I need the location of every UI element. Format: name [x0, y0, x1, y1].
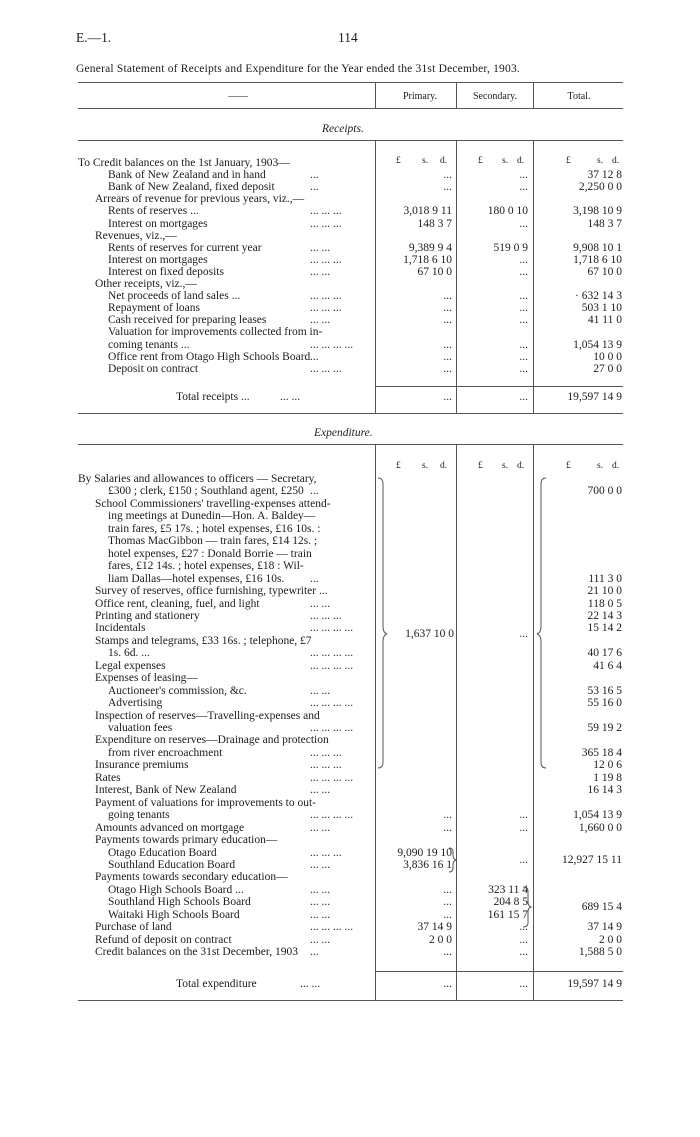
row-label: Otago Education Board: [108, 846, 217, 859]
row-label: School Commissioners' travelling-expenses attend-: [95, 497, 331, 510]
row-leader: ... ...: [310, 896, 331, 909]
row-total-amount: 55 16 0: [587, 697, 622, 710]
row-leader: ... ... ...: [310, 362, 342, 375]
row-label: from river encroachment: [108, 746, 223, 759]
row-primary-amount: ...: [443, 896, 452, 909]
row-total-amount: 16 14 3: [587, 784, 622, 797]
row-leader: ... ... ... ...: [310, 622, 354, 635]
row-label: Payments towards primary education—: [95, 834, 278, 847]
total-expenditure-primary: ...: [443, 978, 452, 990]
row-leader: ... ...: [310, 784, 331, 797]
row-leader: ... ... ...: [310, 609, 342, 622]
row-leader: ... ... ... ...: [310, 771, 354, 784]
row-primary-amount: 9,389 9 4: [408, 241, 452, 254]
row-total-amount: 41 11 0: [587, 314, 622, 327]
row-leader: ... ... ...: [310, 846, 342, 859]
total-receipts-total: 19,597 14 9: [567, 391, 622, 403]
statement-title: General Statement of Receipts and Expenditure for the Year ended the 31st December, 1903.: [76, 63, 520, 75]
row-secondary-amount: ...: [519, 933, 528, 946]
row-primary-amount: ...: [443, 809, 452, 822]
row-label: Otago High Schools Board ...: [108, 883, 244, 896]
pound-header: £: [478, 156, 483, 166]
row-label: Stamps and telegrams, £33 16s. ; telephone, £7: [95, 634, 312, 647]
blank-column-header: ——: [228, 91, 248, 102]
row-label: Southland Education Board: [108, 858, 236, 871]
row-label: Revenues, viz.,—: [95, 229, 177, 242]
row-label: Interest, Bank of New Zealand: [95, 784, 237, 797]
row-leader: ... ... ... ...: [310, 338, 354, 351]
row-secondary-amount: 519 0 9: [493, 241, 528, 254]
total-expenditure-secondary: ...: [519, 978, 528, 990]
row-total-amount: 1,054 13 9: [573, 338, 622, 351]
row-label: train fares, £5 17s. ; hotel expenses, £16 10s. :: [108, 522, 321, 535]
row-leader: ... ... ... ...: [310, 809, 354, 822]
row-secondary-amount: ...: [519, 809, 528, 822]
row-label: Bank of New Zealand and in hand: [108, 169, 266, 182]
row-label: Incidentals: [95, 622, 146, 635]
row-leader: ... ...: [310, 821, 331, 834]
row-secondary-amount: ...: [519, 314, 528, 327]
shilling-header: s.: [502, 461, 509, 471]
total-receipts-primary: ...: [443, 391, 452, 403]
row-primary-amount: ...: [443, 314, 452, 327]
row-secondary-amount: ...: [519, 265, 528, 278]
row-total-amount: 3,198 10 9: [573, 205, 622, 218]
row-total-amount: · 632 14 3: [575, 290, 622, 303]
row-secondary-amount: ...: [519, 169, 528, 182]
row-label: Office rent, cleaning, fuel, and light: [95, 597, 260, 610]
row-label: Interest on fixed deposits: [108, 265, 224, 278]
row-leader: ... ...: [310, 908, 331, 921]
expenditure-bottom-rule: [78, 1000, 623, 1001]
row-label: To Credit balances on the 1st January, 1903—: [78, 157, 290, 169]
row-label: Purchase of land: [95, 921, 172, 934]
row-primary-amount: ...: [443, 181, 452, 194]
row-primary-amount: ...: [443, 350, 452, 363]
pence-header: d.: [440, 156, 448, 166]
row-label: Expenditure on reserves—Drainage and protection: [95, 734, 329, 747]
row-total-amount: 22 14 3: [587, 609, 622, 622]
pound-header: £: [566, 156, 571, 166]
row-label: Refund of deposit on contract: [95, 933, 232, 946]
row-primary-amount: ...: [443, 908, 452, 921]
page-number: 114: [338, 30, 358, 45]
row-leader: ... ...: [310, 314, 331, 327]
row-label: Cash received for preparing leases: [108, 314, 267, 327]
pence-header: d.: [517, 156, 525, 166]
row-secondary-amount: ...: [519, 302, 528, 315]
row-label: 1s. 6d. ...: [108, 647, 150, 660]
row-label: Bank of New Zealand, fixed deposit: [108, 181, 275, 194]
row-label: liam Dallas—hotel expenses, £16 10s.: [108, 572, 285, 585]
row-leader: ... ... ...: [310, 205, 342, 218]
expenditure-subtotal-rule: [375, 971, 623, 972]
row-label: Credit balances on the 31st December, 1903: [95, 946, 298, 959]
row-primary-amount: ...: [443, 362, 452, 375]
row-total-amount: 1 19 8: [593, 771, 622, 784]
pence-header: d.: [612, 156, 620, 166]
grouped-secondary-total: ...: [519, 628, 528, 640]
row-label: ing meetings at Dunedin—Hon. A. Baldey—: [108, 510, 316, 523]
row-total-amount: 365 18 4: [581, 746, 622, 759]
brace-primary-grouped: [378, 478, 387, 768]
row-label: Repayment of loans: [108, 302, 200, 315]
row-primary-amount: ...: [443, 946, 452, 959]
pound-header: £: [396, 461, 401, 471]
row-primary-amount: ...: [443, 169, 452, 182]
row-total-amount: 27 0 0: [593, 362, 622, 375]
row-label: Auctioneer's commission, &c.: [108, 684, 247, 697]
secondary-column-header: Secondary.: [472, 91, 518, 102]
row-label: Southland High Schools Board: [108, 896, 251, 909]
row-leader: ...: [310, 181, 319, 194]
row-secondary-amount: 323 11 4: [488, 883, 528, 896]
pound-header: £: [396, 156, 401, 166]
grouped-primary-total: 1,637 10 0: [405, 628, 454, 640]
pound-header: £: [478, 461, 483, 471]
row-leader: ... ... ... ...: [310, 722, 354, 734]
row-primary-amount: ...: [443, 821, 452, 834]
row-label: Thomas MacGibbon — train fares, £14 12s. ;: [108, 535, 318, 548]
total-receipts-leader: ... ...: [280, 391, 301, 403]
row-total-amount: 700 0 0: [587, 485, 622, 498]
primary-education-total: 12,927 15 11: [562, 854, 622, 866]
expenditure-heading: Expenditure.: [314, 427, 373, 439]
row-leader: ...: [310, 350, 319, 363]
brace-primary-education: [449, 848, 456, 872]
total-expenditure-total: 19,597 14 9: [567, 978, 622, 990]
row-primary-amount: 3,836 16 1: [403, 858, 452, 871]
row-total-amount: 118 0 5: [587, 597, 622, 610]
row-leader: ... ...: [310, 265, 331, 278]
pence-header: d.: [517, 461, 525, 471]
row-label: Net proceeds of land sales ...: [108, 290, 241, 303]
pence-header: d.: [440, 461, 448, 471]
row-leader: ... ... ... ...: [310, 659, 354, 672]
shilling-header: s.: [502, 156, 509, 166]
row-primary-amount: 37 14 9: [417, 921, 452, 934]
row-secondary-amount: 180 0 10: [487, 205, 528, 218]
row-label: Advertising: [108, 697, 163, 710]
row-secondary-amount: ...: [519, 338, 528, 351]
brace-total-grouped: [537, 478, 546, 768]
row-leader: ... ...: [310, 858, 331, 871]
row-total-amount: 1,054 13 9: [573, 809, 622, 822]
row-secondary-amount: ...: [519, 946, 528, 959]
row-secondary-amount: 161 15 7: [487, 908, 528, 921]
row-label: Survey of reserves, office furnishing, typewriter ...: [95, 585, 328, 598]
row-label: Rates: [95, 771, 121, 784]
row-total-amount: 1,660 0 0: [578, 821, 622, 834]
row-label: Deposit on contract: [108, 362, 199, 375]
row-label: Rents of reserves for current year: [108, 241, 262, 254]
row-total-amount: 1,718 6 10: [573, 253, 622, 266]
row-primary-amount: ...: [443, 883, 452, 896]
row-leader: ... ... ...: [310, 746, 342, 759]
total-expenditure-leader: ... ...: [300, 978, 321, 990]
row-total-amount: 111 3 0: [588, 572, 622, 585]
row-leader: ... ... ...: [310, 253, 342, 266]
row-leader: ... ... ... ...: [310, 921, 354, 934]
row-leader: ...: [310, 572, 319, 585]
total-expenditure-label: Total expenditure: [176, 978, 257, 990]
row-leader: ...: [310, 946, 319, 959]
row-label: Legal expenses: [95, 659, 166, 672]
row-leader: ...: [310, 485, 319, 498]
row-primary-amount: 67 10 0: [417, 265, 452, 278]
row-leader: ... ...: [310, 933, 331, 946]
row-label: Interest on mortgages: [108, 253, 208, 266]
row-secondary-amount: ...: [519, 181, 528, 194]
brace-secondary-education: [523, 887, 531, 927]
row-total-amount: 40 17 6: [587, 647, 622, 660]
row-total-amount: 1,588 5 0: [578, 946, 622, 959]
row-primary-amount: 3,018 9 11: [403, 205, 452, 218]
row-label: Inspection of reserves—Travelling-expenses and: [95, 709, 320, 722]
row-label: Rents of reserves ...: [108, 205, 199, 218]
primary-column-header: Primary.: [402, 91, 438, 102]
row-total-amount: 10 0 0: [593, 350, 622, 363]
row-leader: ... ... ...: [310, 290, 342, 303]
row-label: Interest on mortgages: [108, 217, 208, 230]
row-leader: ... ... ... ...: [310, 697, 354, 710]
row-primary-amount: 148 3 7: [417, 217, 452, 230]
row-primary-amount: ...: [443, 338, 452, 351]
row-total-amount: 21 10 0: [587, 585, 622, 598]
row-secondary-amount: ...: [519, 290, 528, 303]
row-total-amount: 15 14 2: [587, 622, 622, 635]
row-secondary-amount: ...: [519, 821, 528, 834]
row-secondary-amount: ...: [519, 362, 528, 375]
row-leader: ... ...: [310, 883, 331, 896]
total-receipts-label: Total receipts ...: [176, 391, 250, 403]
row-leader: ... ... ...: [310, 759, 342, 772]
row-primary-amount: 9,090 19 10: [397, 846, 452, 859]
row-leader: ...: [310, 169, 319, 182]
row-leader: ... ... ...: [310, 217, 342, 230]
row-total-amount: 12 0 6: [593, 759, 622, 772]
row-primary-amount: 2 0 0: [429, 933, 452, 946]
row-label: valuation fees: [108, 722, 173, 734]
row-label: Valuation for improvements collected from in-: [108, 326, 323, 339]
receipts-heading: Receipts.: [322, 123, 364, 135]
row-total-amount: 2,250 0 0: [578, 181, 622, 194]
row-total-amount: 503 1 10: [581, 302, 622, 315]
row-leader: ... ...: [310, 241, 331, 254]
row-total-amount: 37 12 8: [587, 169, 622, 182]
total-column-header: Total.: [567, 91, 591, 102]
row-label: £300 ; clerk, £150 ; Southland agent, £250: [108, 485, 304, 498]
row-label: Printing and stationery: [95, 609, 200, 622]
row-primary-amount: ...: [443, 302, 452, 315]
row-label: hotel expenses, £27 : Donald Borrie — train: [108, 547, 312, 560]
row-label: Office rent from Otago High Schools Board: [108, 350, 311, 363]
row-total-amount: 41 6 4: [593, 659, 622, 672]
row-leader: ... ...: [310, 684, 331, 697]
row-leader: ... ... ... ...: [310, 647, 354, 660]
total-receipts-secondary: ...: [519, 391, 528, 403]
row-label: coming tenants ...: [108, 338, 190, 351]
row-label: Insurance premiums: [95, 759, 189, 772]
row-total-amount: 148 3 7: [587, 217, 622, 230]
row-label: Payment of valuations for improvements to out-: [95, 796, 317, 809]
row-total-amount: 53 16 5: [587, 684, 622, 697]
row-secondary-amount: 204 8 5: [493, 896, 528, 909]
row-secondary-amount: ...: [519, 921, 528, 934]
row-label: Arrears of revenue for previous years, viz.,—: [95, 193, 305, 206]
secondary-education-total: 689 15 4: [581, 901, 622, 913]
shilling-header: s.: [597, 461, 604, 471]
row-label: going tenants: [108, 809, 170, 822]
row-primary-amount: ...: [443, 290, 452, 303]
row-leader: ... ... ...: [310, 302, 342, 315]
row-primary-amount: 1,718 6 10: [403, 253, 452, 266]
row-leader: ... ...: [310, 597, 331, 610]
row-label: fares, £12 14s. ; hotel expenses, £18 : Wil-: [108, 560, 304, 573]
row-secondary-amount: ...: [519, 350, 528, 363]
row-label: Amounts advanced on mortgage: [95, 821, 245, 834]
shilling-header: s.: [422, 156, 429, 166]
row-total-amount: 59 19 2: [587, 722, 622, 734]
pence-header: d.: [612, 461, 620, 471]
row-secondary-amount: ...: [519, 253, 528, 266]
row-label: By Salaries and allowances to officers — Secretary,: [78, 473, 317, 485]
row-total-amount: 67 10 0: [587, 265, 622, 278]
row-label: Waitaki High Schools Board: [108, 908, 240, 921]
row-total-amount: 37 14 9: [587, 921, 622, 934]
row-total-amount: 2 0 0: [599, 933, 622, 946]
primary-education-secondary: ...: [519, 854, 528, 866]
page-reference: E.—1.: [76, 30, 112, 45]
row-label: Expenses of leasing—: [95, 672, 198, 685]
shilling-header: s.: [597, 156, 604, 166]
pound-header: £: [566, 461, 571, 471]
row-label: Payments towards secondary education—: [95, 871, 288, 884]
row-secondary-amount: ...: [519, 217, 528, 230]
shilling-header: s.: [422, 461, 429, 471]
row-total-amount: 9,908 10 1: [573, 241, 622, 254]
row-label: Other receipts, viz.,—: [95, 278, 197, 290]
